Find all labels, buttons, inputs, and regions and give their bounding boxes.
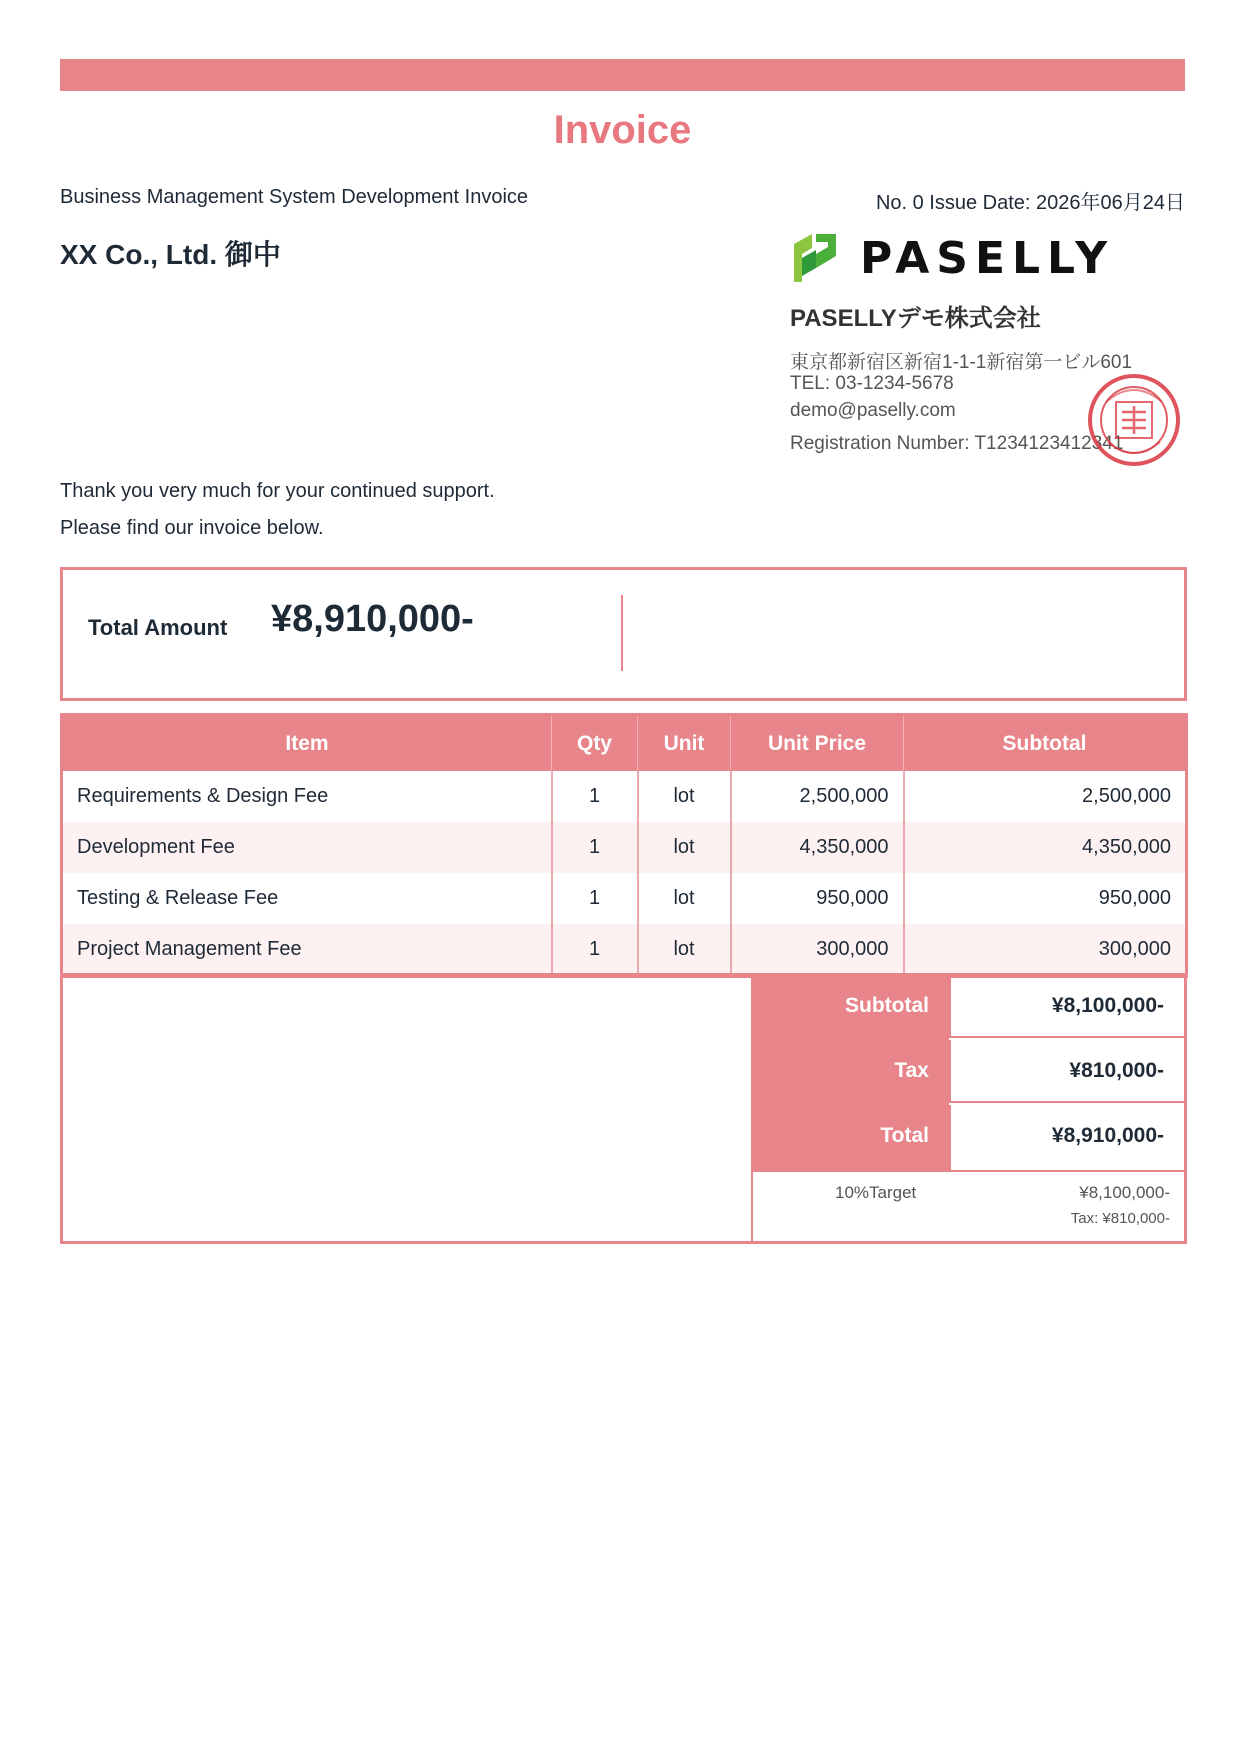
greeting-line-1: Thank you very much for your continued support. (60, 480, 495, 502)
greeting-line-2: Please find our invoice below. (60, 517, 324, 539)
table-header-row (62, 715, 1187, 772)
tax-breakdown-base: ¥8,100,000- (1079, 1183, 1170, 1202)
cell-unit: lot (638, 924, 731, 977)
grand-total-cell (949, 1105, 1184, 1172)
subtotal-cell (949, 975, 1184, 1038)
tax-value: ¥810,000- (1069, 1059, 1164, 1082)
cell-unit-price: 4,350,000 (731, 822, 904, 873)
issuer-tel: TEL: 03-1234-5678 (790, 373, 954, 394)
tax-label: Tax (894, 1059, 929, 1082)
document-title: Invoice (553, 108, 692, 152)
total-amount-value: ¥8,910,000- (271, 598, 474, 640)
total-amount-label: Total Amount (88, 615, 228, 640)
company-logo (790, 232, 1114, 284)
issuer-email: demo@paselly.com (790, 400, 956, 421)
summary-label-column (753, 975, 949, 1172)
header-unit-price: Unit Price (731, 715, 904, 772)
total-box-divider (621, 595, 623, 671)
issuer-registration-number: Registration Number: T1234123412341 (790, 433, 1124, 454)
table-row (62, 822, 1187, 873)
header-subtotal: Subtotal (904, 715, 1187, 772)
cell-item: Project Management Fee (62, 924, 552, 977)
header-unit: Unit (638, 715, 731, 772)
table-row (62, 873, 1187, 924)
header-accent-bar (60, 59, 1185, 91)
recipient-name: XX Co., Ltd. 御中 (60, 239, 281, 270)
tax-breakdown-tax: Tax: ¥810,000- (1070, 1210, 1170, 1227)
cell-unit-price: 950,000 (731, 873, 904, 924)
tax-cell (949, 1040, 1184, 1103)
cell-subtotal: 950,000 (904, 873, 1187, 924)
cell-qty: 1 (552, 771, 638, 822)
cell-unit: lot (638, 822, 731, 873)
header-qty: Qty (552, 715, 638, 772)
cell-unit-price: 300,000 (731, 924, 904, 977)
cell-item: Requirements & Design Fee (62, 771, 552, 822)
issuer-address: 東京都新宿区新宿1-1-1新宿第一ビル601 (790, 352, 1133, 373)
subtotal-value: ¥8,100,000- (1051, 994, 1164, 1017)
issuer-company-name: PASELLYデモ株式会社 (790, 305, 1041, 332)
header-item: Item (62, 715, 552, 772)
cell-unit: lot (638, 771, 731, 822)
cell-qty: 1 (552, 873, 638, 924)
logo-wordmark: PASELLY (860, 232, 1115, 284)
grand-total-label: Total (880, 1124, 929, 1147)
table-row (62, 924, 1187, 977)
summary-value-column (949, 975, 1184, 1172)
invoice-subject: Business Management System Development Invoice (60, 186, 529, 208)
summary-section (60, 973, 1187, 1244)
cell-subtotal: 300,000 (904, 924, 1187, 977)
table-row (62, 771, 1187, 822)
grand-total-value: ¥8,910,000- (1051, 1124, 1164, 1147)
subtotal-label: Subtotal (845, 994, 929, 1017)
cell-item: Development Fee (62, 822, 552, 873)
cell-item: Testing & Release Fee (62, 873, 552, 924)
line-items-table (60, 713, 1188, 978)
cell-unit: lot (638, 873, 731, 924)
invoice-number-date: No. 0 Issue Date: 2026年06月24日 (875, 192, 1185, 214)
leaf-logo-icon (790, 232, 840, 284)
cell-unit-price: 2,500,000 (731, 771, 904, 822)
company-seal-stamp (1086, 372, 1182, 468)
tax-breakdown-label: 10%Target (835, 1183, 917, 1202)
cell-qty: 1 (552, 822, 638, 873)
cell-subtotal: 2,500,000 (904, 771, 1187, 822)
cell-subtotal: 4,350,000 (904, 822, 1187, 873)
cell-qty: 1 (552, 924, 638, 977)
total-amount-box (60, 567, 1187, 701)
